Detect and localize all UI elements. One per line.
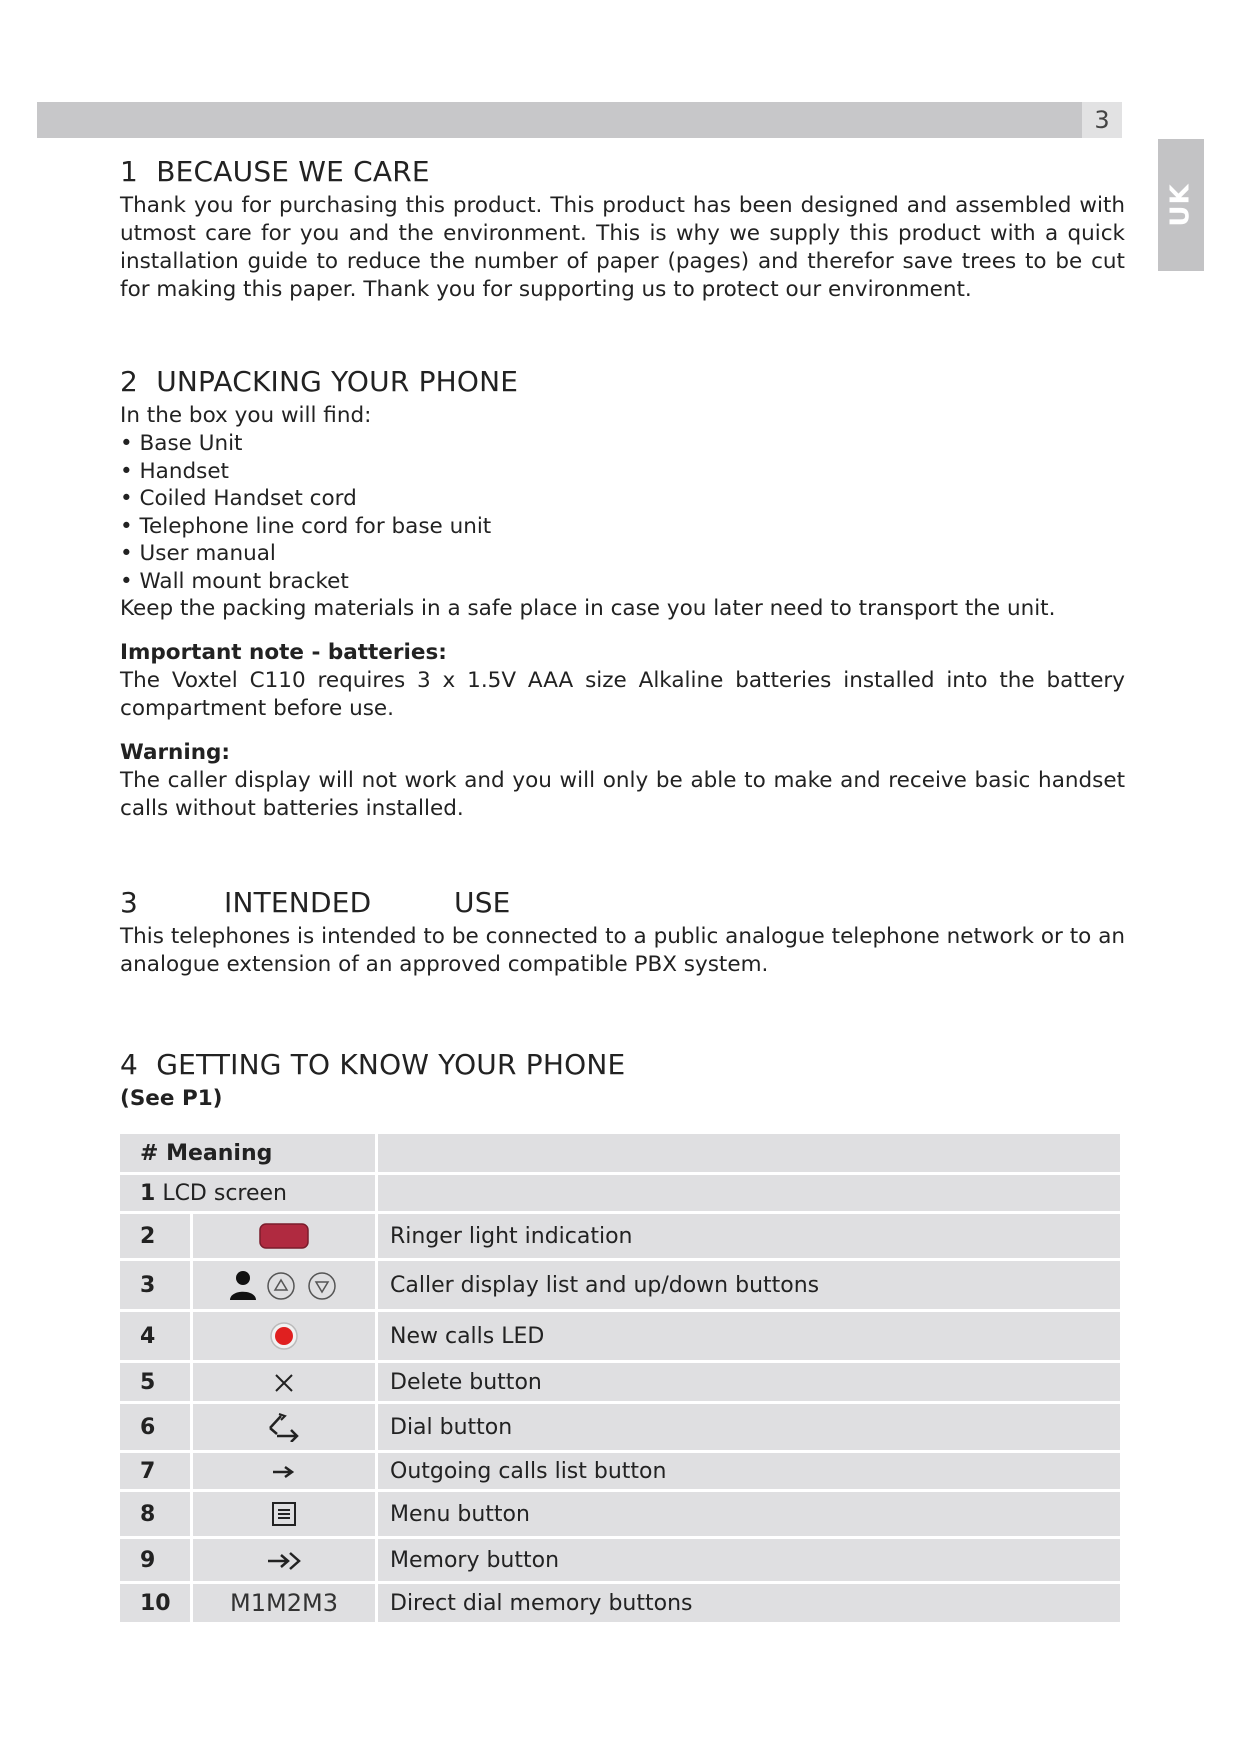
warning-body: The caller display will not work and you will only be able to make and receive basic handset calls without batteries installed. — [120, 768, 1125, 821]
table-row: 3 Caller display list and up/down buttons — [120, 1261, 1120, 1309]
language-tab — [1158, 139, 1204, 271]
table-row — [120, 1175, 1120, 1211]
dial-icon — [267, 1412, 301, 1442]
menu-icon — [271, 1501, 297, 1527]
list-item: • Coiled Handset cord — [120, 486, 357, 511]
ringer-light-icon — [259, 1223, 309, 1249]
document-body — [120, 152, 1125, 1113]
list-item: • Handset — [120, 458, 229, 484]
warning-title: Warning: — [120, 740, 231, 765]
table-row: 8 Menu button — [120, 1492, 1120, 1536]
list-item: • Base Unit — [120, 431, 243, 456]
arrow-right-icon — [271, 1464, 297, 1480]
table-row: 5 Delete button — [120, 1363, 1120, 1401]
memory-arrow-icon — [266, 1549, 302, 1573]
delete-x-icon — [273, 1372, 295, 1394]
table-row: 4 New calls LED — [120, 1312, 1120, 1360]
box-contents-list — [120, 430, 1125, 595]
header-meaning: Meaning — [166, 1140, 273, 1166]
section-1-body: Thank you for purchasing this product. This product has been designed and assembled with utmost care for you and the environment. This is why we supply this product with a quick installation guide to reduce the number of paper (pages) and therefor save trees to be cut for making this paper. Thank you for supporting us to protect our environment. — [120, 193, 1125, 302]
section-4-subtitle: (See P1) — [120, 1086, 223, 1111]
table-row: 9 Memory button — [120, 1539, 1120, 1581]
header-bar — [37, 102, 1082, 138]
table-row: 2 Ringer light indication — [120, 1214, 1120, 1258]
phone-keys-table — [120, 1131, 1120, 1625]
unpacking-outro: Keep the packing materials in a safe place in case you later need to transport the unit. — [120, 596, 1056, 621]
memory-keys-text: M1M2M3 — [193, 1584, 378, 1622]
section-1-heading: 1 BECAUSE WE CARE — [120, 155, 430, 188]
row-number: 1 — [140, 1180, 156, 1206]
list-item: • Wall mount bracket — [120, 568, 349, 594]
list-item: • User manual — [120, 541, 276, 566]
row-label: LCD screen — [162, 1180, 287, 1206]
section-3-body: This telephones is intended to be connected to a public analogue telephone network or to an analogue extension of an approved compatible PBX system. — [120, 924, 1125, 977]
section-4-heading: 4 GETTING TO KNOW YOUR PHONE — [120, 1048, 626, 1081]
table-row: 10 M1M2M3 Direct dial memory buttons — [120, 1584, 1120, 1622]
battery-note-body: The Voxtel C110 requires 3 x 1.5V AAA size Alkaline batteries installed into the battery compartment before use. — [120, 668, 1125, 721]
table-header-row — [120, 1134, 1120, 1172]
table-row: 6 Dial button — [120, 1404, 1120, 1450]
table-row: 7 Outgoing calls list button — [120, 1453, 1120, 1489]
section-3-heading: 3 INTENDED USE — [120, 886, 511, 919]
caller-display-updown-icon — [229, 1269, 339, 1301]
battery-note-title: Important note - batteries: — [120, 640, 447, 665]
language-tab-label: UK — [1165, 183, 1196, 227]
section-2-heading: 2 UNPACKING YOUR PHONE — [120, 365, 519, 398]
new-calls-led-icon — [269, 1321, 299, 1351]
unpacking-intro: In the box you will find: — [120, 403, 372, 428]
page-number: 3 — [1082, 102, 1122, 138]
list-item: • Telephone line cord for base unit — [120, 513, 492, 539]
header-hash: # — [140, 1140, 159, 1166]
